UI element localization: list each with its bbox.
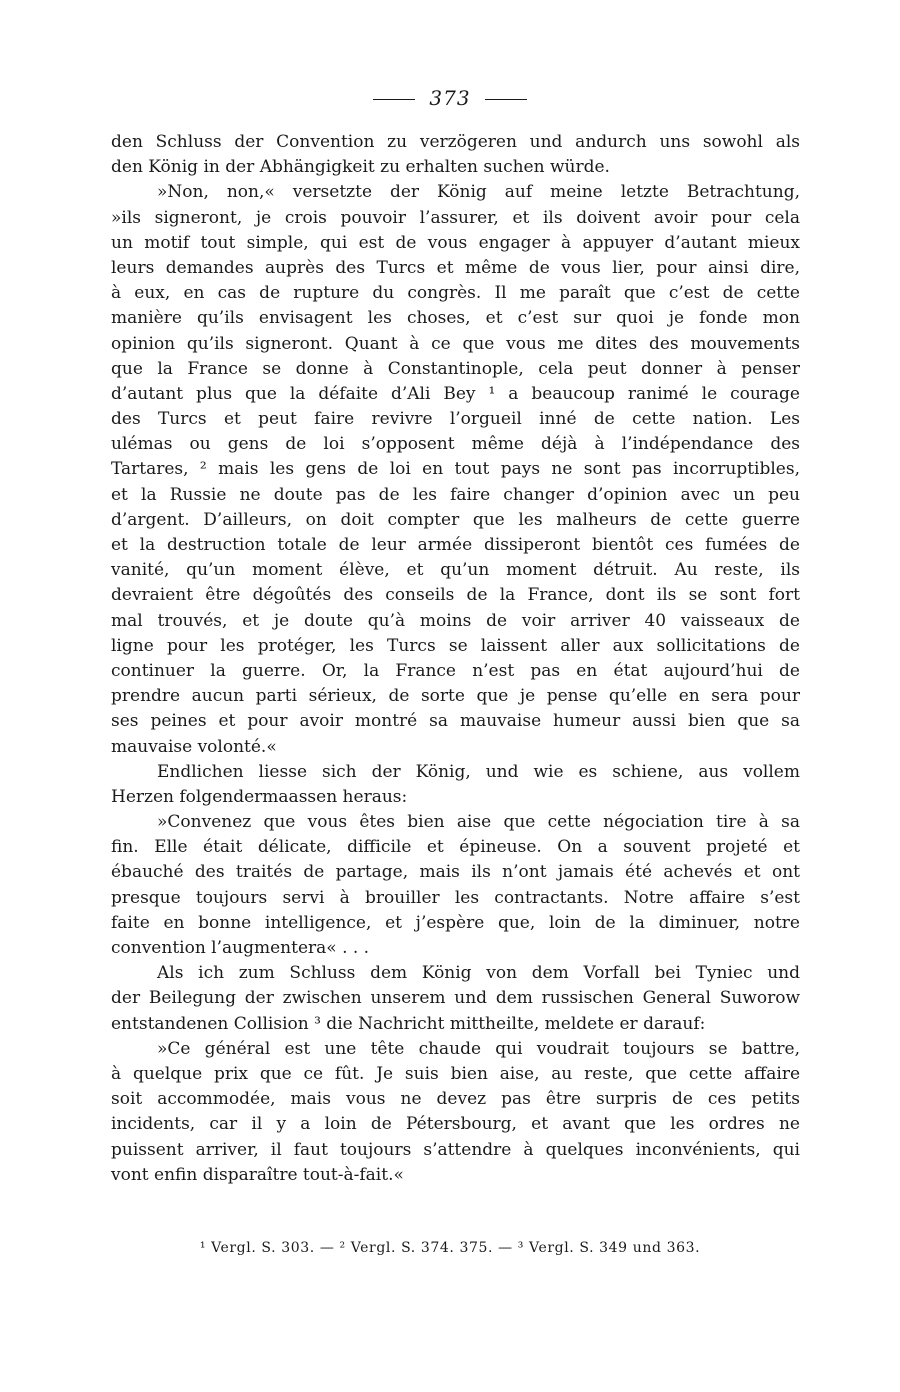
text-line: d’argent. D’ailleurs, on doit compter que les malheurs de cette guerre [111, 509, 800, 530]
text-line: »Ce général est une tête chaude qui voudrait toujours se battre, [157, 1038, 800, 1059]
text-line: un motif tout simple, qui est de vous engager à appuyer d’autant mieux [111, 232, 800, 253]
text-line: des Turcs et peut faire revivre l’orgueil inné de cette nation. Les [111, 409, 800, 430]
page-number: 373 [429, 86, 471, 110]
text-line: vanité, qu’un moment élève, et qu’un moment détruit. Au reste, ils [111, 560, 800, 581]
text-line: mauvaise volonté.« [111, 736, 277, 757]
text-line: manière qu’ils envisagent les choses, et c’est sur quoi je fonde mon [111, 308, 800, 329]
text-line: presque toujours servi à brouiller les contractants. Notre affaire s’est [111, 887, 800, 908]
page-header [0, 86, 900, 110]
text-line: leurs demandes auprès des Turcs et même de vous lier, pour ainsi dire, [111, 257, 800, 278]
text-line: Herzen folgendermaassen heraus: [111, 786, 408, 807]
text-line: devraient être dégoûtés des conseils de la France, dont ils se sont fort [111, 585, 800, 606]
text-line: continuer la guerre. Or, la France n’est pas en état aujourd’hui de [111, 660, 800, 681]
text-line: Tartares, ² mais les gens de loi en tout pays ne sont pas incorruptibles, [111, 459, 800, 480]
header-rule-left [373, 99, 415, 100]
body-text [111, 130, 800, 1188]
text-line: mal trouvés, et je doute qu’à moins de voir arriver 40 vaisseaux de [111, 610, 800, 631]
text-line: entstandenen Collision ³ die Nachricht mittheilte, meldete er darauf: [111, 1013, 706, 1034]
text-line: der Beilegung der zwischen unserem und dem russischen General Suworow [111, 988, 800, 1009]
text-line: ligne pour les protéger, les Turcs se laissent aller aux sollicitations de [111, 635, 800, 656]
text-line: à eux, en cas de rupture du congrès. Il me paraît que c’est de cette [111, 283, 800, 304]
text-line: opinion qu’ils signeront. Quant à ce que vous me dites des mouvements [111, 333, 800, 354]
text-line: ébauché des traités de partage, mais ils n’ont jamais été achevés et ont [111, 862, 800, 883]
text-line: Als ich zum Schluss dem König von dem Vorfall bei Tyniec und [157, 963, 800, 984]
text-line: et la Russie ne doute pas de les faire changer d’opinion avec un peu [111, 484, 800, 505]
footnotes: ¹ Vergl. S. 303. — ² Vergl. S. 374. 375. — ³ Vergl. S. 349 und 363. [199, 1240, 701, 1256]
text-line: que la France se donne à Constantinople, cela peut donner à penser [111, 358, 800, 379]
text-line: ses peines et pour avoir montré sa mauvaise humeur aussi bien que sa [111, 711, 800, 732]
text-line: convention l’augmentera« . . . [111, 938, 370, 958]
text-line: Endlichen liesse sich der König, und wie es schiene, aus vollem [157, 761, 800, 782]
text-line: den König in der Abhängigkeit zu erhalten suchen würde. [111, 157, 610, 178]
text-line: vont enfin disparaître tout-à-fait.« [111, 1164, 404, 1185]
text-line: »Convenez que vous êtes bien aise que cette négociation tire à sa [157, 812, 800, 833]
text-line: den Schluss der Convention zu verzögeren und andurch uns sowohl als [111, 132, 800, 152]
text-line: fin. Elle était délicate, difficile et épineuse. On a souvent projeté et [111, 837, 800, 858]
text-line: et la destruction totale de leur armée dissiperont bientôt ces fumées de [111, 535, 800, 555]
text-line: puissent arriver, il faut toujours s’attendre à quelques inconvénients, qui [111, 1139, 800, 1160]
text-line: ulémas ou gens de loi s’opposent même déjà à l’indépendance des [111, 434, 800, 455]
text-line: »ils signeront, je crois pouvoir l’assurer, et ils doivent avoir pour cela [111, 207, 800, 228]
text-line: soit accommodée, mais vous ne devez pas être surpris de ces petits [111, 1089, 800, 1110]
text-line: prendre aucun parti sérieux, de sorte que je pense qu’elle en sera pour [111, 686, 800, 707]
text-line: à quelque prix que ce fût. Je suis bien aise, au reste, que cette affaire [111, 1063, 800, 1084]
text-line: faite en bonne intelligence, et j’espère que, loin de la diminuer, notre [111, 912, 800, 933]
header-rule-right [485, 99, 527, 100]
text-line: incidents, car il y a loin de Pétersbourg, et avant que les ordres ne [111, 1114, 800, 1135]
text-line: d’autant plus que la défaite d’Ali Bey ¹ a beaucoup ranimé le courage [111, 383, 800, 404]
text-line: »Non, non,« versetzte der König auf meine letzte Betrachtung, [157, 182, 800, 203]
